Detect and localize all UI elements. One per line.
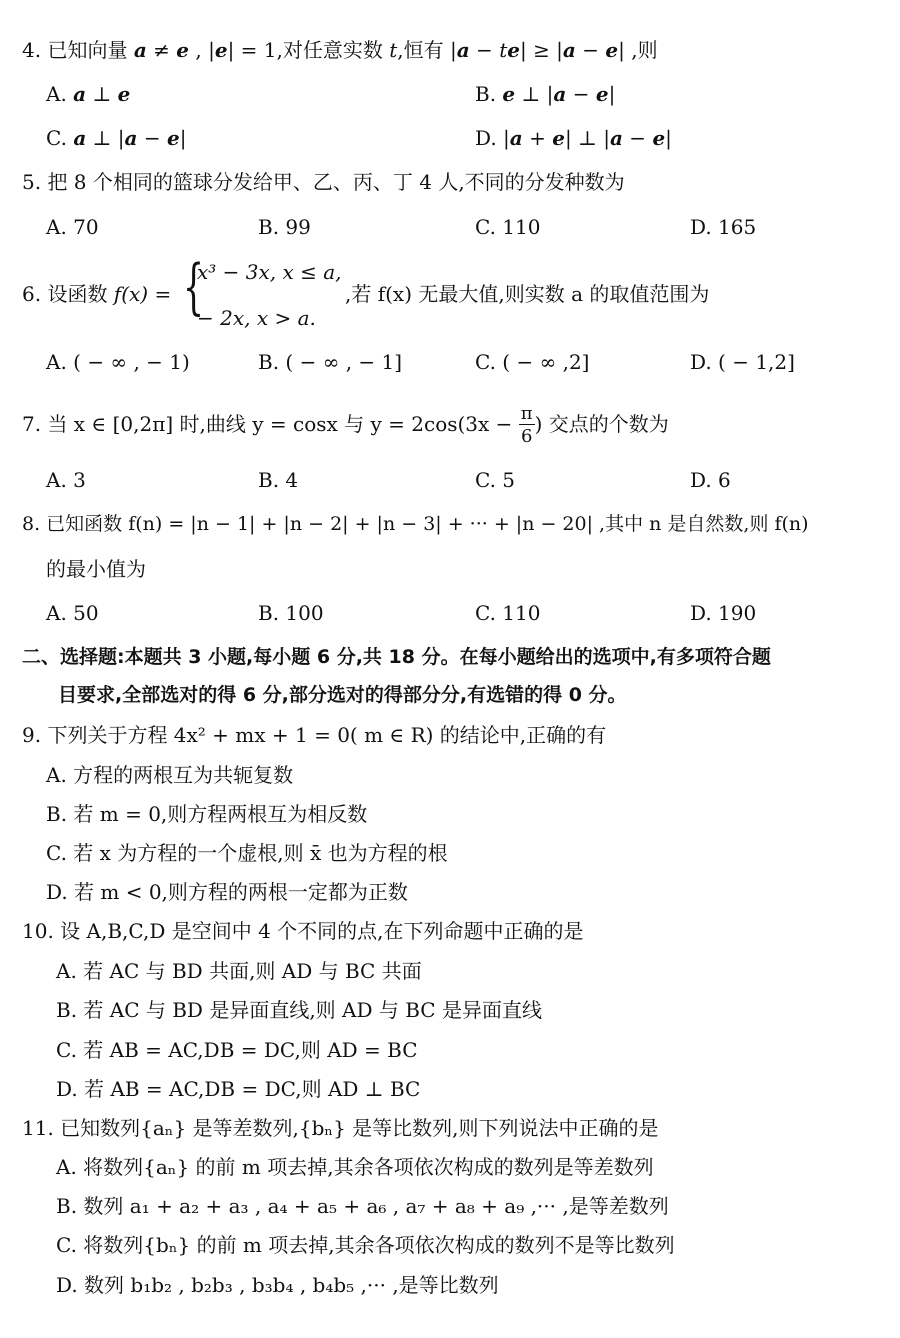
q7-option-a: A. 3 <box>46 468 86 492</box>
q6-option-b: B. ( − ∞ , − 1] <box>258 350 403 374</box>
section2-heading-line1: 二、选择题:本题共 3 小题,每小题 6 分,共 18 分。在每小题给出的选项中,有多项符合题 <box>22 646 771 668</box>
q8-option-d: D. 190 <box>690 601 757 625</box>
q7-option-d: D. 6 <box>690 468 731 492</box>
q7-option-c: C. 5 <box>475 468 516 492</box>
q6-stem-prefix: 6. 设函数 f(x) = <box>22 282 172 306</box>
q7-fraction: $\frac{\pi}{6}$ <box>520 403 533 447</box>
q10-option-a: A. 若 AC 与 BD 共面,则 AD 与 BC 共面 <box>56 959 422 983</box>
q9-option-b: B. 若 m = 0,则方程两根互为相反数 <box>46 802 368 826</box>
q8-stem-line2: 的最小值为 <box>46 557 146 581</box>
q8-option-a: A. 50 <box>46 601 99 625</box>
q9-option-a: A. 方程的两根互为共轭复数 <box>46 763 294 787</box>
q11-option-a: A. 将数列{aₙ} 的前 m 项去掉,其余各项依次构成的数列是等差数列 <box>56 1155 654 1179</box>
q11-option-d: D. 数列 b₁b₂ , b₂b₃ , b₃b₄ , b₄b₅ ,··· ,是等比数列 <box>56 1273 499 1297</box>
q8-stem-line1: 8. 已知函数 f(n) = |n − 1| + |n − 2| + |n − 3| + ··· + |n − 20| ,其中 n 是自然数,则 f(n) <box>22 513 809 535</box>
q11-stem: 11. 已知数列{aₙ} 是等差数列,{bₙ} 是等比数列,则下列说法中正确的是 <box>22 1116 659 1140</box>
q8-option-c: C. 110 <box>475 601 541 625</box>
q7-option-b: B. 4 <box>258 468 299 492</box>
q5-stem: 5. 把 8 个相同的篮球分发给甲、乙、丙、丁 4 人,不同的分发种数为 <box>22 170 625 194</box>
q11-option-c: C. 将数列{bₙ} 的前 m 项去掉,其余各项依次构成的数列不是等比数列 <box>56 1233 675 1257</box>
q6-option-c: C. ( − ∞ ,2] <box>475 350 590 374</box>
q6-case-2: − 2x, x > a. <box>197 306 316 330</box>
q9-option-d: D. 若 m < 0,则方程的两根一定都为正数 <box>46 880 408 904</box>
q9-stem: 9. 下列关于方程 4x² + mx + 1 = 0( m ∈ R) 的结论中,正确的有 <box>22 723 607 747</box>
q6-stem-tail: ,若 f(x) 无最大值,则实数 a 的取值范围为 <box>345 282 710 306</box>
q6-option-d: D. ( − 1,2] <box>690 350 795 374</box>
q4-option-c: C. a ⊥ |a − e| <box>46 126 187 150</box>
q5-option-b: B. 99 <box>258 215 311 239</box>
q5-option-d: D. 165 <box>690 215 757 239</box>
q4-option-b: B. e ⊥ |a − e| <box>475 82 616 106</box>
q5-option-a: A. 70 <box>46 215 99 239</box>
q11-option-b: B. 数列 a₁ + a₂ + a₃ , a₄ + a₅ + a₆ , a₇ + a₈ + a₉ ,··· ,是等差数列 <box>56 1194 669 1218</box>
q8-option-b: B. 100 <box>258 601 324 625</box>
q4-option-a: A. a ⊥ e <box>46 82 131 106</box>
q5-option-c: C. 110 <box>475 215 541 239</box>
q10-option-c: C. 若 AB = AC,DB = DC,则 AD = BC <box>56 1038 418 1062</box>
q10-stem: 10. 设 A,B,C,D 是空间中 4 个不同的点,在下列命题中正确的是 <box>22 919 584 943</box>
q7-stem: 7. 当 x ∈ [0,2π] 时,曲线 y = cosx 与 y = 2cos(3x − $\frac{\pi}{6}$ ) 交点的个数为 <box>22 403 669 447</box>
q10-option-d: D. 若 AB = AC,DB = DC,则 AD ⊥ BC <box>56 1077 421 1101</box>
q6-case-1: x³ − 3x, x ≤ a, <box>197 260 342 284</box>
q10-option-b: B. 若 AC 与 BD 是异面直线,则 AD 与 BC 是异面直线 <box>56 998 542 1022</box>
q6-brace: { <box>183 252 205 322</box>
section2-heading-line2: 目要求,全部选对的得 6 分,部分选对的得部分分,有选错的得 0 分。 <box>58 684 627 706</box>
q6-option-a: A. ( − ∞ , − 1) <box>46 350 190 374</box>
q4-option-d: D. |a + e| ⊥ |a − e| <box>475 126 672 150</box>
q9-option-c: C. 若 x 为方程的一个虚根,则 x̄ 也为方程的根 <box>46 841 448 865</box>
q4-stem: 4. 已知向量 a ≠ e , |e| = 1,对任意实数 t,恒有 |a − te| ≥ |a − e| ,则 <box>22 38 658 62</box>
